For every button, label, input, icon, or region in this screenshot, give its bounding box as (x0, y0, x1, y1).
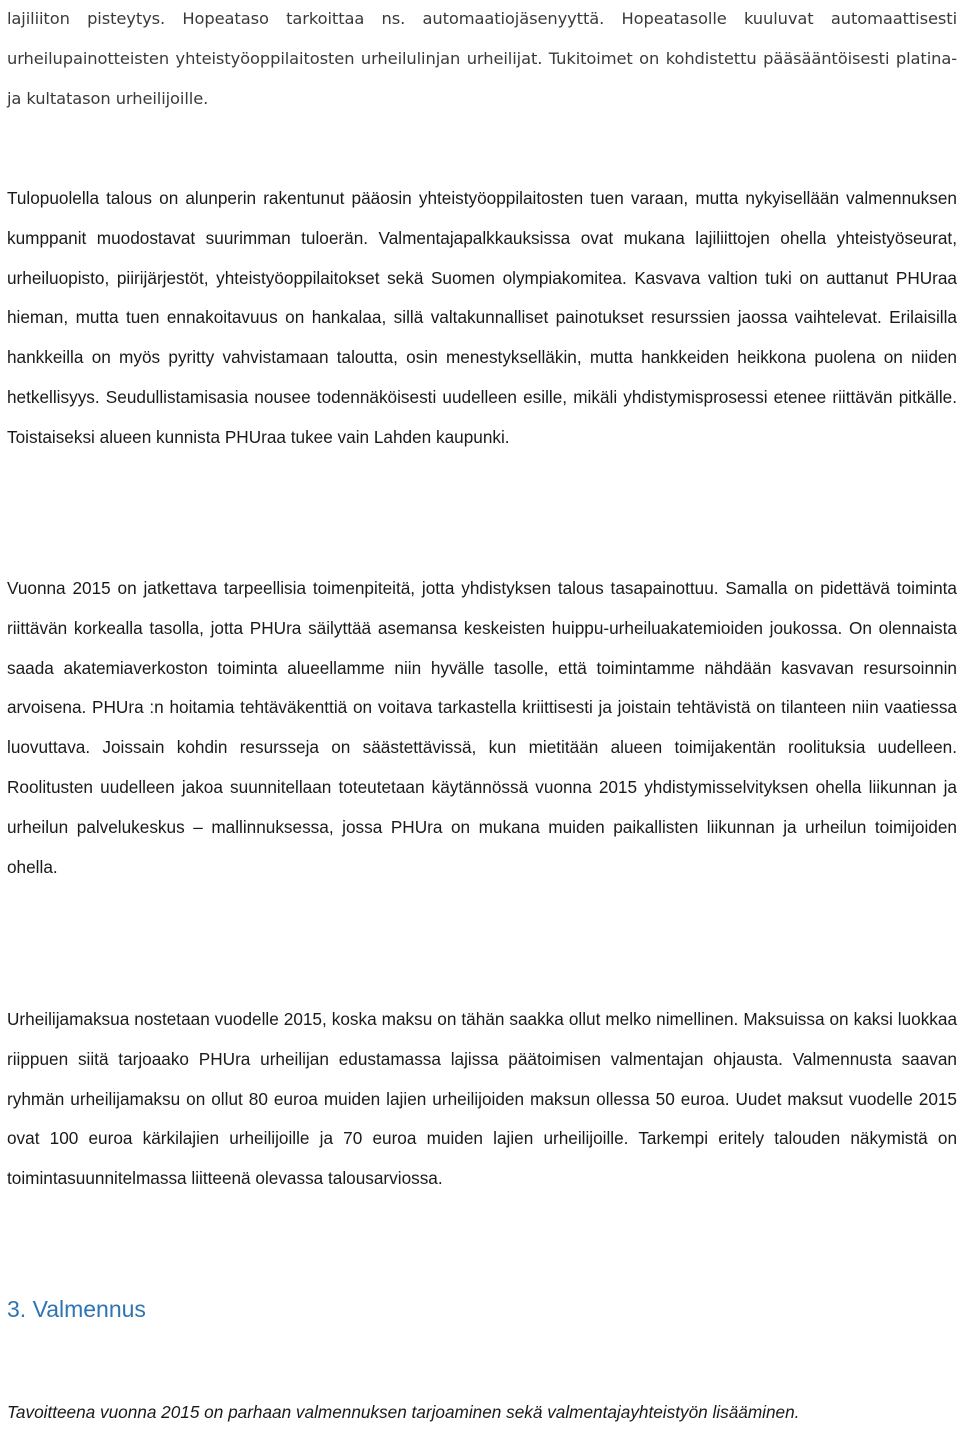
section-heading-valmennus: 3. Valmennus (7, 1296, 146, 1322)
paragraph-athlete-levels: lajiliiton pisteytys. Hopeataso tarkoittaa ns. automaatiojäsenyyttä. Hopeatasolle kuuluvat automaattisesti urheilupainotteisten yhteistyöoppilaitosten urheilulinjan urheilijat. Tukitoimet on kohdistettu pääsääntöisesti platina- ja kultatason urheilijoille. (7, 9, 957, 108)
paragraph-income-structure: Tulopuolella talous on alunperin rakentunut pääosin yhteistyöoppilaitosten tuen varaan, mutta nykyisellään valmennuksen kumppanit muodostavat suurimman tuloerän. Valmentajapalkkauksissa ovat mukana lajiliittojen ohella yhteistyöseurat, urheiluopisto, piirijärjestöt, yhteistyöoppilaitokset sekä Suomen olympiakomitea. Kasvava valtion tuki on auttanut PHUraa hieman, mutta tuen ennakoitavuus on hankalaa, sillä valtakunnalliset painotukset resurssien jaossa vaihtelevat. Erilaisilla hankkeilla on myös pyritty vahvistamaan taloutta, osin menestykselläkin, mutta hankkeiden heikkona puolena on niiden hetkellisyys. Seudullistamisasia nousee todennäköisesti uudelleen esille, mikäli yhdistymisprosessi etenee riittävän pitkälle. Toistaiseksi alueen kunnista PHUraa tukee vain Lahden kaupunki. (7, 188, 957, 447)
paragraph-athlete-fees: Urheilijamaksua nostetaan vuodelle 2015, koska maksu on tähän saakka ollut melko nimellinen. Maksuissa on kaksi luokkaa riippuen siitä tarjoaako PHUra urheilijan edustamassa lajissa päätoimisen valmentajan ohjausta. Valmennusta saavan ryhmän urheilijamaksu on ollut 80 euroa muiden lajien urheilijoiden maksun ollessa 50 euroa. Uudet maksut vuodelle 2015 ovat 100 euroa kärkilajien urheilijoille ja 70 euroa muiden lajien urheilijoille. Tarkempi eritely talouden näkymistä on toimintasuunnitelmassa liitteenä olevassa talousarviossa. (7, 1009, 957, 1189)
closing-goal-line: Tavoitteena vuonna 2015 on parhaan valmennuksen tarjoaminen sekä valmentajayhteistyön lisääminen. (7, 1402, 800, 1422)
paragraph-2015-measures: Vuonna 2015 on jatkettava tarpeellisia toimenpiteitä, jotta yhdistyksen talous tasapainottuu. Samalla on pidettävä toiminta riittävän korkealla tasolla, jotta PHUra säilyttää asemansa keskeisten huippu-urheiluakatemioiden joukossa. On olennaista saada akatemiaverkoston toiminta alueellamme niin hyvälle tasolle, että toimintamme nähdään kasvavan resursoinnin arvoisena. PHUra :n hoitamia tehtäväkenttiä on voitava tarkastella kriittisesti ja joistain tehtävistä on tilanteen niin vaatiessa luovuttava. Joissain kohdin resursseja on säästettävissä, kun mietitään alueen toimijakentän roolituksia uudelleen. Roolitusten uudelleen jakoa suunnitellaan toteutetaan käytännössä vuonna 2015 yhdistymisselvityksen ohella liikunnan ja urheilun palvelukeskus – mallinnuksessa, jossa PHUra on mukana muiden paikallisten liikunnan ja urheilun toimijoiden ohella. (7, 578, 957, 877)
